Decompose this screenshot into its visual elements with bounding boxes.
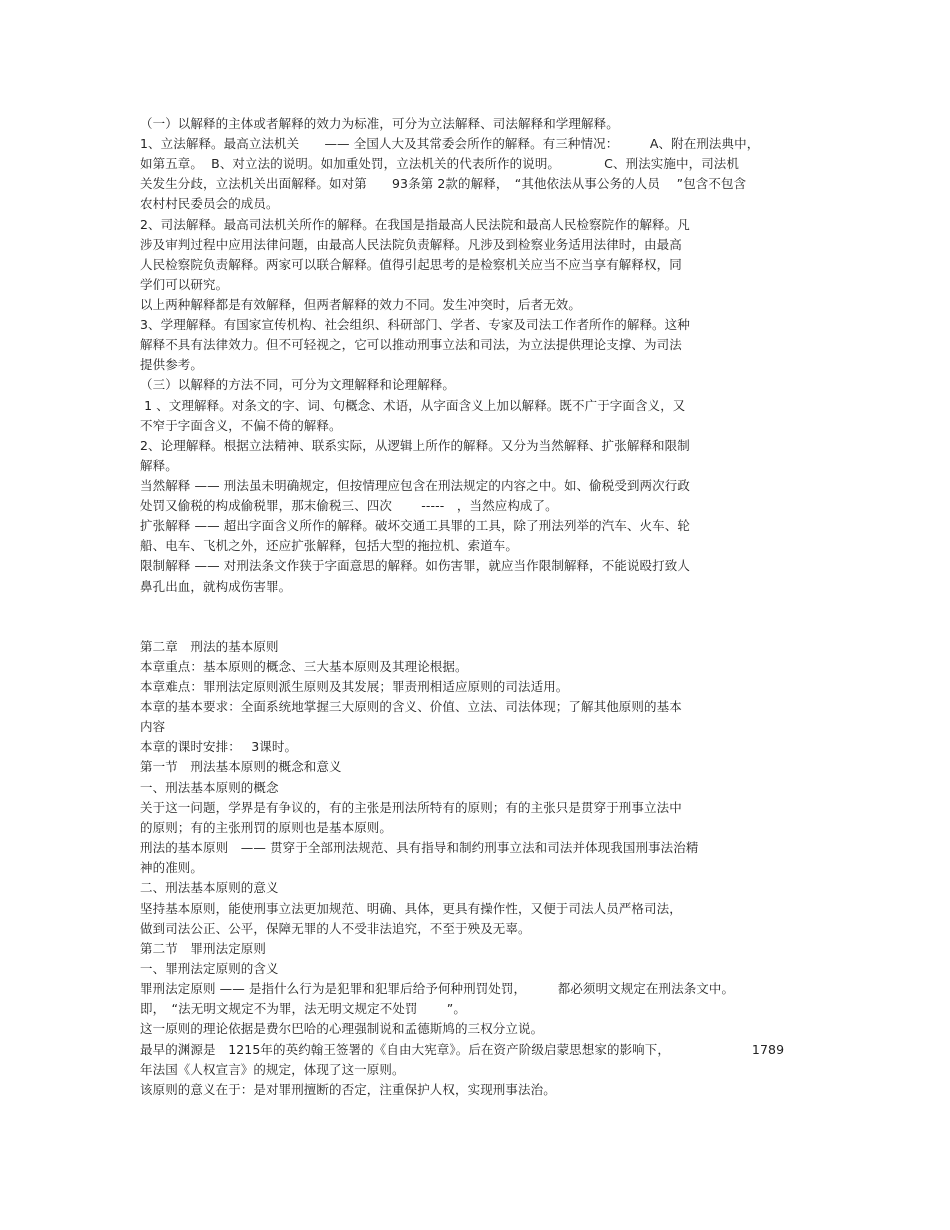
text-line: 解释。 <box>140 458 178 473</box>
text-line: 该原则的意义在于：是对罪刑擅断的否定，注重保护人权，实现刑事法治。 <box>140 1082 556 1097</box>
text-line: 神的准则。 <box>140 860 204 875</box>
text-line: 的原则；有的主张刑罚的原则也是基本原则。 <box>140 820 393 835</box>
text-line: 涉及审判过程中应用法律问题，由最高人民法院负责解释。凡涉及到检察业务适用法律时，由最高 <box>140 237 682 252</box>
text-line: 1、立法解释。最高立法机关 —— 全国人大及其常委会所作的解释。有三种情况： A、附在刑法典中， <box>140 136 760 151</box>
text-line: 第二章 刑法的基本原则 <box>140 639 279 654</box>
text-line: 本章重点：基本原则的概念、三大基本原则及其理论根据。 <box>140 659 468 674</box>
text-line: 关于这一问题，学界是有争议的，有的主张是刑法所特有的原则；有的主张只是贯穿于刑事立法中 <box>140 800 682 815</box>
text-line: 一、刑法基本原则的概念 <box>140 780 279 795</box>
text-line: （三）以解释的方法不同，可分为文理解释和论理解释。 <box>140 377 456 392</box>
text-line: 最早的渊源是 1215年的英约翰王签署的《自由大宪章》。后在资产阶级启蒙思想家的影响下， 1789 <box>140 1042 785 1057</box>
text-line: 本章的课时安排： 3课时。 <box>140 739 298 754</box>
text-line: 限制解释 —— 对刑法条文作狭于字面意思的解释。如伤害罪，就应当作限制解释，不能说殴打致人 <box>140 558 690 573</box>
text-line: 做到司法公正、公平，保障无罪的人不受非法追究，不至于殃及无辜。 <box>140 921 531 936</box>
text-line: 1 、文理解释。对条文的字、词、句概念、术语，从字面含义上加以解释。既不广于字面含义，又 <box>140 398 686 413</box>
text-line: 2、论理解释。根据立法精神、联系实际，从逻辑上所作的解释。又分为当然解释、扩张解释和限制 <box>140 438 690 453</box>
text-line: 关发生分歧，立法机关出面解释。如对第 93条第 2款的解释， “其他依法从事公务的人员 ”包含不包含 <box>140 176 747 191</box>
text-line: 农村村民委员会的成员。 <box>140 196 279 211</box>
text-line: 如第五章。 B、对立法的说明。如加重处罚，立法机关的代表所作的说明。 C、刑法实施中，司法机 <box>140 156 740 171</box>
text-line: 扩张解释 —— 超出字面含义所作的解释。破坏交通工具罪的工具，除了刑法列举的汽车、火车、轮 <box>140 518 690 533</box>
text-line: 坚持基本原则，能使刑事立法更加规范、明确、具体，更具有操作性，又便于司法人员严格司法， <box>140 901 682 916</box>
text-line: 处罚又偷税的构成偷税罪，那末偷税三、四次 ----- ，当然应构成了。 <box>140 498 558 513</box>
text-line: 以上两种解释都是有效解释，但两者解释的效力不同。发生冲突时，后者无效。 <box>140 297 582 312</box>
text-line: 罪刑法定原则 —— 是指什么行为是犯罪和犯罪后给予何种刑罚处罚， 都必须明文规定在刑法条文中。 <box>140 981 735 996</box>
text-line: （一）以解释的主体或者解释的效力为标准，可分为立法解释、司法解释和学理解释。 <box>140 116 619 131</box>
text-line: 本章难点：罪刑法定原则派生原则及其发展；罪责刑相适应原则的司法适用。 <box>140 679 569 694</box>
text-line: 学们可以研究。 <box>140 277 229 292</box>
text-line: 不窄于字面含义，不偏不倚的解释。 <box>140 418 342 433</box>
text-line: 这一原则的理论依据是费尔巴哈的心理强制说和孟德斯鸠的三权分立说。 <box>140 1021 544 1036</box>
text-line: 一、罪刑法定原则的含义 <box>140 961 279 976</box>
text-line: 提供参考。 <box>140 357 204 372</box>
text-line: 人民检察院负责解释。两家可以联合解释。值得引起思考的是检察机关应当不应当享有解释权，同 <box>140 257 682 272</box>
text-line: 本章的基本要求：全面系统地掌握三大原则的含义、价值、立法、司法体现；了解其他原则的基本 <box>140 699 682 714</box>
text-line: 即， “法无明文规定不为罪，法无明文规定不处罚 ”。 <box>140 1001 466 1016</box>
text-line: 3、学理解释。有国家宣传机构、社会组织、科研部门、学者、专家及司法工作者所作的解释。这种 <box>140 317 690 332</box>
text-line: 第一节 刑法基本原则的概念和意义 <box>140 759 342 774</box>
text-line: 年法国《人权宣言》的规定，体现了这一原则。 <box>140 1062 405 1077</box>
text-line: 解释不具有法律效力。但不可轻视之，它可以推动刑事立法和司法，为立法提供理论支撑、为司法 <box>140 337 682 352</box>
text-line: 船、电车、飞机之外，还应扩张解释，包括大型的拖拉机、索道车。 <box>140 538 519 553</box>
text-line: 2、司法解释。最高司法机关所作的解释。在我国是指最高人民法院和最高人民检察院作的解释。凡 <box>140 217 690 232</box>
text-line: 当然解释 —— 刑法虽未明确规定，但按情理应包含在刑法规定的内容之中。如、偷税受到两次行政 <box>140 478 690 493</box>
text-line: 第二节 罪刑法定原则 <box>140 941 267 956</box>
text-line: 鼻孔出血，就构成伤害罪。 <box>140 579 292 594</box>
text-line: 内容 <box>140 719 166 734</box>
text-line: 刑法的基本原则 —— 贯穿于全部刑法规范、具有指导和制约刑事立法和司法并体现我国刑事法治精 <box>140 840 699 855</box>
text-line: 二、刑法基本原则的意义 <box>140 880 279 895</box>
